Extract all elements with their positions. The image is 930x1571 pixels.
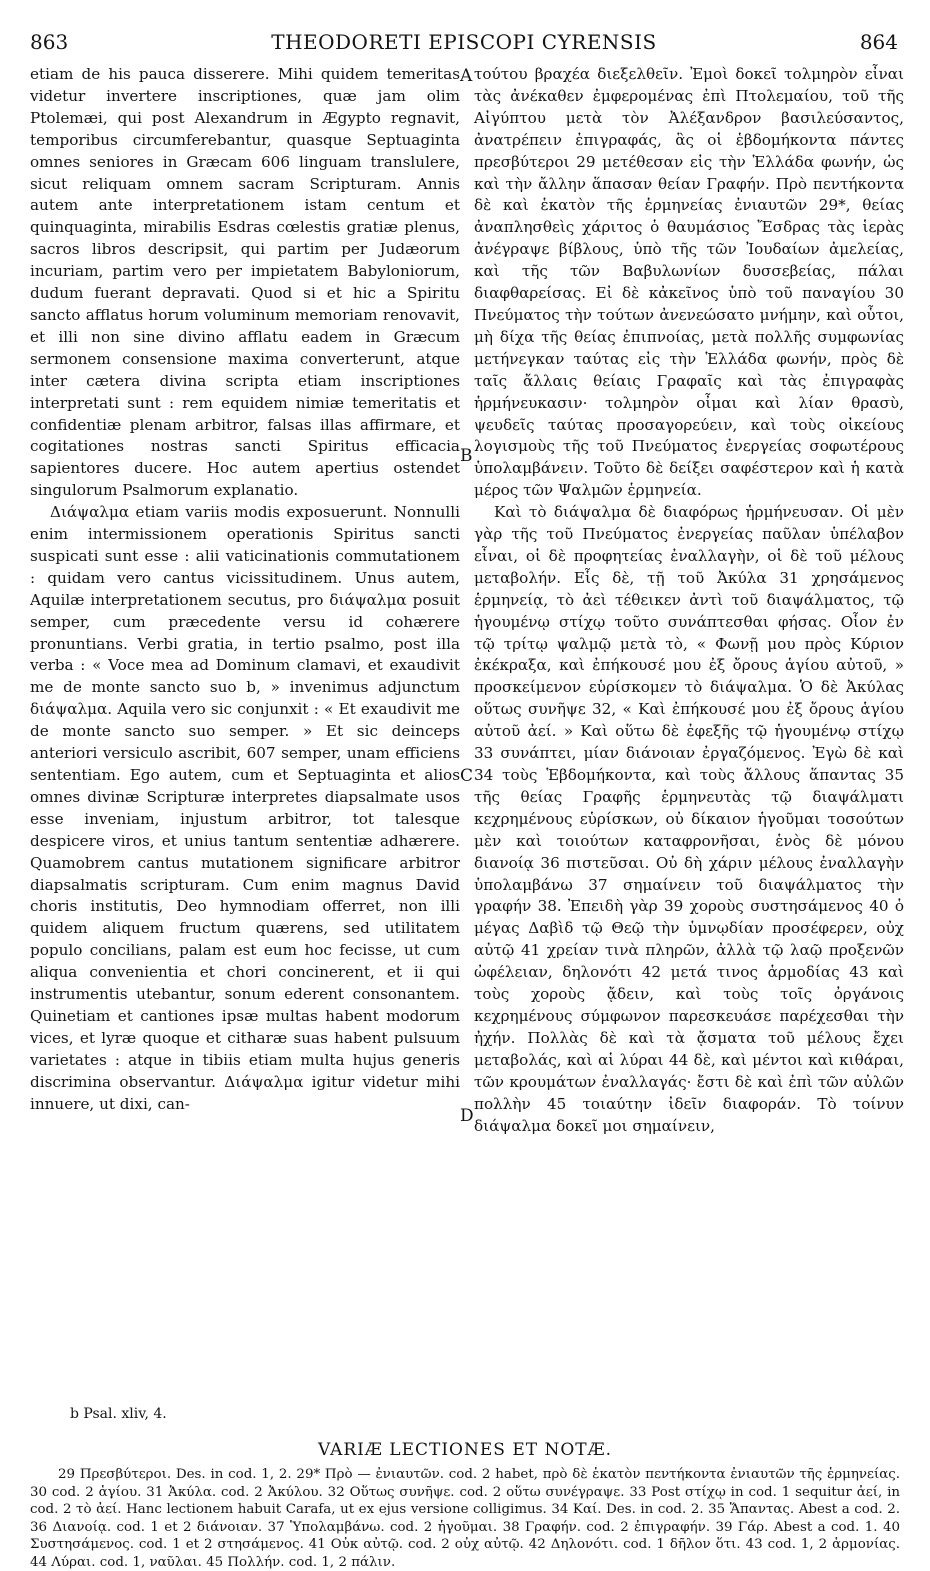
greek-column [474,64,904,1137]
margin-letter-a: A [460,66,473,86]
notes-title: VARIÆ LECTIONES ET NOTÆ. [317,1440,613,1460]
greek-paragraph: τούτου βραχέα διεξελθεῖν. Ἐμοὶ δοκεῖ τολμηρὸν εἶναι τὰς ἀνέκαθεν ἐμφερομένας ἐπὶ Πτολεμαίου, τοῦ τῆς Αἰγύπτου μετὰ τὸν Ἀλέξανδρον βασιλεύσαντος, ἀνατρέπειν ἐπιγραφάς, ἃς οἱ ἑβδομήκοντα πάντες πρεσβύτεροι 29 μετέθεσαν εἰς τὴν Ἑλλάδα φωνήν, ὡς καὶ τὴν ἄλλην ἅπασαν θείαν Γραφήν. Πρὸ πεντήκοντα δὲ καὶ ἑκατὸν τῆς ἑρμηνείας ἐνιαυτῶν 29*, θείας ἀναπλησθεὶς χάριτος ὁ θαυμάσιος Ἔσδρας τὰς ἱερὰς ἀνέγραψε βίβλους, ὑπὸ τῆς τῶν Ἰουδαίων ἀμελείας, καὶ τῆς τῶν Βαβυλωνίων δυσσεβείας, πάλαι διαφθαρείσας. Εἰ δὲ κἀκεῖνος ὑπὸ τοῦ παναγίου 30 Πνεύματος τὴν τούτων ἀνενεώσατο μνήμην, καὶ οὗτοι, μὴ δίχα τῆς θείας ἐπιπνοίας, μετὰ πολλῆς συμφωνίας μετήνεγκαν ταύτας εἰς τὴν Ἑλλάδα φωνήν, πρὸς δὲ ταῖς ἄλλαις θείαις Γραφαῖς καὶ τὰς ἐπιγραφὰς ἡρμήνευκασιν· τολμηρὸν οἶμαι καὶ λίαν θρασὺ, ψευδεῖς ταύτας προσαγορεύειν, καὶ τοὺς οἰκείους λογισμοὺς τῆς τοῦ Πνεύματος ἐνεργείας σοφωτέρους ὑπολαμβάνειν. Τοῦτο δὲ δείξει σαφέστερον καὶ ἡ κατὰ μέρος τῶν Ψαλμῶν ἑρμηνεία. [474,65,904,500]
running-title: THEODORETI EPISCOPI CYRENSIS [271,30,657,54]
latin-paragraph: etiam de his pauca disserere. Mihi quidem temeritas videtur invertere inscriptiones, quæ jam olim Ptolemæi, qui post Alexandrum in Ægypto regnavit, temporibus circumferebantur, quasque Septuaginta omnes seniores in Græcam 606 linguam translulere, sicut reliquam omnem sacram Scripturam. Annis autem ante interpretationem istam centum et quinquaginta, mirabilis Esdras cœlestis gratiæ plenus, sacros libros descripsit, qui partim per Judæorum incuriam, partim vero per impietatem Babyloniorum, dudum fuerant depravati. Quod si et hic a Spiritu sancto afflatus horum voluminum memoriam renovavit, et illi non sine divino afflatu eadem in Græcum sermonem consensione maxima converterunt, atque inter cætera divina scripta etiam inscriptiones interpretati sunt : rem equidem nimiæ temeritatis et confidentiæ plenam arbitror, falsas illas affirmare, et cogitationes nostras sancti Spiritus efficacia sapientores ducere. Hoc autem apertius ostendet singulorum Psalmorum explanatio. [30,65,460,500]
margin-letter-d: D [460,1106,474,1126]
variant-notes [30,1466,900,1571]
page-number-right: 864 [859,30,898,54]
notes-text: 29 Πρεσβύτεροι. Des. in cod. 1, 2. 29* Πρὸ — ἐνιαυτῶν. cod. 2 habet, πρὸ δὲ ἑκατὸν πεντήκοντα ἐνιαυτῶν τῆς ἑρμηνείας. 30 cod. 2 ἁγίου. 31 Ἀκύλα. cod. 2 Ἀκύλου. 32 Οὕτως συνῆψε. cod. 2 οὕτω συνέγραψε. 33 Post στίχῳ in cod. 1 sequitur ἀεί, in cod. 2 τὸ ἀεί. Hanc lectionem habuit Carafa, ut ex ejus versione colligimus. 34 Καί. Des. in cod. 2. 35 Ἅπαντας. Abest a cod. 2. 36 Διανοίᾳ. cod. 1 et 2 διάνοιαν. 37 Ὑπολαμβάνω. cod. 2 ἡγοῦμαι. 38 Γραφήν. cod. 2 ἐπιγραφήν. 39 Γάρ. Abest a cod. 1. 40 Συστησάμενος. cod. 1 et 2 στησάμενος. 41 Οὐκ αὐτῷ. cod. 2 οὐχ αὐτῷ. 42 Δηλονότι. cod. 1 δῆλον ὅτι. 43 cod. 1, 2 ἁρμονίας. 44 Λύραι. cod. 1, ναῦλαι. 45 Πολλήν. cod. 1, 2 πάλιν. [30,1467,900,1570]
margin-letter-c: C [460,766,474,786]
footnote: b Psal. xliv, 4. [70,1406,167,1422]
latin-paragraph: Διάψαλμα etiam variis modis exposuerunt. Nonnulli enim intermissionem operationis Spiritus sancti suspicati sunt esse : alii vaticinationis commutationem : quidam vero cantus vicissitudinem. Unus autem, Aquilæ interpretationem secutus, pro διάψαλμα posuit semper, cum præcedente versu id cohærere pronuntians. Verbi gratia, in tertio psalmo, post illa verba : « Voce mea ad Dominum clamavi, et exaudivit me de monte sancto suo b, » invenimus adjunctum διάψαλμα. Aquila vero sic conjunxit : « Et exaudivit me de monte sancto suo semper. » Et sic deinceps anteriori versiculo ascribit, 607 semper, unam efficiens sententiam. Ego autem, cum et Septuaginta et alios omnes divinæ Scripturæ interpretes diapsalmate usos esse inveniam, injustum arbitror, tot talesque despicere viros, et unius tantum sententiæ adhærere. Quamobrem cantus mutationem significare arbitror diapsalmatis scripturam. Cum enim magnus David choris institutis, Deo hymnodiam offerret, non illi quidem aliquem fructum quærens, sed utilitatem populo concilians, palam est eum hoc fecisse, ut cum aliqua convenientia et chori concinerent, et ii qui instrumentis utebantur, sonum ederent consonantem. Quinetiam et cantiones ipsæ multas habent modorum vices, et lyræ quoque et citharæ suas habent pulsuum varietates : atque in tibiis etiam multa hujus generis discrimina observantur. Διάψαλμα igitur videtur mihi innuere, ut dixi, can- [30,503,460,1113]
page-number-left: 863 [30,30,69,54]
latin-column [30,64,460,1116]
margin-letter-b: B [460,446,473,466]
page-header [30,30,898,60]
greek-paragraph: Καὶ τὸ διάψαλμα δὲ διαφόρως ἡρμήνευσαν. Οἱ μὲν γὰρ τῆς τοῦ Πνεύματος ἐνεργείας παῦλαν ὑπέλαβον εἶναι, οἱ δὲ προφητείας ἐναλλαγὴν, οἱ δὲ τοῦ μέλους μεταβολήν. Εἷς δὲ, τῇ τοῦ Ἀκύλα 31 χρησάμενος ἑρμηνείᾳ, τὸ ἀεὶ τέθεικεν ἀντὶ τοῦ διαψάλματος, τῷ ἡγουμένῳ στίχῳ τοῦτο συνάπτεσθαι φήσας. Οἷον ἐν τῷ τρίτῳ ψαλμῷ μετὰ τὸ, « Φωνῇ μου πρὸς Κύριον ἐκέκραξα, καὶ ἐπήκουσέ μου ἐξ ὄρους ἁγίου αὐτοῦ, » προσκείμενον εὑρίσκομεν τὸ διάψαλμα. Ὁ δὲ Ἀκύλας οὕτως συνῆψε 32, « Καὶ ἐπήκουσέ μου ἐξ ὄρους ἁγίου αὐτοῦ ἀεί. » Καὶ οὕτω δὲ ἐφεξῆς τῷ ἡγουμένῳ στίχῳ 33 συνάπτει, μίαν διάνοιαν ἐργαζόμενος. Ἐγὼ δὲ καὶ 34 τοὺς Ἑβδομήκοντα, καὶ τοὺς ἄλλους ἅπαντας 35 τῆς θείας Γραφῆς ἑρμηνευτὰς τῷ διαψάλματι κεχρημένους εὑρίσκων, οὐ δίκαιον ἡγοῦμαι τοσούτων μὲν καὶ τοιούτων καταφρονῆσαι, ἑνὸς δὲ μόνου διανοίᾳ 36 πιστεῦσαι. Οὐ δὴ χάριν μέλους ἐναλλαγὴν ὑπολαμβάνω 37 σημαίνειν τοῦ διαψάλματος τὴν γραφήν 38. Ἐπειδὴ γὰρ 39 χοροὺς συστησάμενος 40 ὁ μέγας Δαβὶδ τῷ Θεῷ τὴν ὑμνῳδίαν προσέφερεν, οὐχ αὐτῷ 41 χρείαν τινὰ πληρῶν, ἀλλὰ τῷ λαῷ προξενῶν ὠφέλειαν, δηλονότι 42 μετά τινος ἁρμοδίας 43 καὶ τοὺς χοροὺς ᾄδειν, καὶ τοὺς τοῖς ὀργάνοις κεχρημένους σύμφωνον παρεσκευάσε παρέχεσθαι τὴν ἠχήν. Πολλὰς δὲ καὶ τὰ ᾄσματα τοῦ μέλους ἔχει μεταβολάς, καὶ αἱ λύραι 44 δὲ, καὶ μέντοι καὶ κιθάραι, τῶν κρουμάτων ἐναλλαγάς· ἔστι δὲ καὶ ἐπὶ τῶν αὐλῶν πολλὴν 45 τοιαύτην ἰδεῖν διαφοράν. Τὸ τοίνυν διάψαλμα δοκεῖ μοι σημαίνειν, [474,503,904,1135]
